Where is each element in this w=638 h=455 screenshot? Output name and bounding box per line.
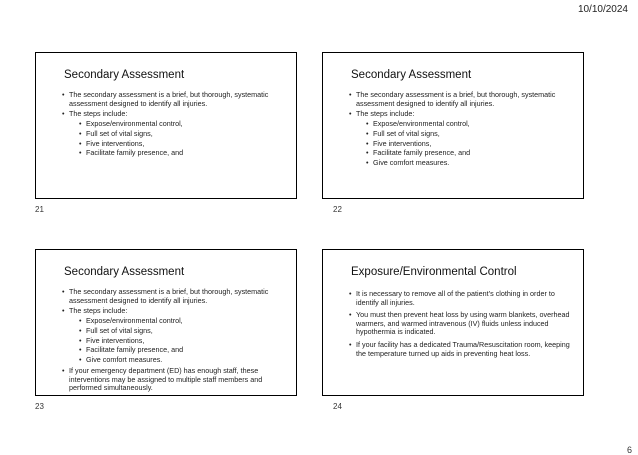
sub-bullet: • Give comfort measures.: [356, 159, 571, 168]
sub-bullet: • Five interventions,: [356, 140, 571, 149]
sub-bullet: • Full set of vital signs,: [69, 327, 284, 336]
slide-title: Secondary Assessment: [64, 69, 185, 81]
slide-23: [35, 249, 297, 396]
sub-bullet: • Full set of vital signs,: [69, 130, 284, 139]
bullet: • It is necessary to remove all of the patient’s clothing in order to identify all injuries.: [349, 290, 571, 307]
slide-title: Secondary Assessment: [351, 69, 472, 81]
bullet: • If your facility has a dedicated Trauma/Resuscitation room, keeping the temperature turned up aids in preventing heat loss.: [349, 341, 571, 358]
bullet-steps: [62, 110, 284, 158]
slide-body: [349, 290, 571, 362]
bullet-text: The steps include:: [356, 109, 415, 119]
sub-bullet: • Expose/environmental control,: [356, 120, 571, 129]
sub-bullet: • Expose/environmental control,: [69, 317, 284, 326]
bullet-steps: [349, 110, 571, 168]
slide-number: 23: [35, 402, 44, 411]
slide-body: [62, 288, 284, 395]
slide-22: [322, 52, 584, 199]
page-number: 6: [626, 445, 632, 455]
bullet: • You must then prevent heat loss by using warm blankets, overhead warmers, and warmed intravenous (IV) fluids unless induced hypothermia is indicated.: [349, 311, 571, 337]
slide-title: Secondary Assessment: [64, 266, 185, 278]
bullet: • The secondary assessment is a brief, but thorough, systematic assessment designed to identify all injuries.: [349, 91, 571, 108]
bullet: • The secondary assessment is a brief, but thorough, systematic assessment designed to identify all injuries.: [62, 91, 284, 108]
sub-bullet: • Five interventions,: [69, 140, 284, 149]
sub-bullet: • Facilitate family presence, and: [69, 346, 284, 355]
slide-21: [35, 52, 297, 199]
bullet-text: The steps include:: [69, 306, 128, 316]
sub-bullet: • Facilitate family presence, and: [69, 149, 284, 158]
bullet: • If your emergency department (ED) has enough staff, these interventions may be assigned to multiple staff members and performed simultaneously.: [62, 367, 284, 393]
slide-number: 24: [333, 402, 342, 411]
slide-body: [349, 91, 571, 170]
bullet: • The secondary assessment is a brief, but thorough, systematic assessment designed to identify all injuries.: [62, 288, 284, 305]
bullet-text: The steps include:: [69, 109, 128, 119]
sub-bullet: • Full set of vital signs,: [356, 130, 571, 139]
sub-bullet: • Give comfort measures.: [69, 356, 284, 365]
slide-body: [62, 91, 284, 160]
print-date: 10/10/2024: [577, 4, 628, 15]
sub-bullet: • Facilitate family presence, and: [356, 149, 571, 158]
slide-number: 21: [35, 205, 44, 214]
sub-bullet: • Five interventions,: [69, 337, 284, 346]
slide-title: Exposure/Environmental Control: [351, 266, 517, 278]
slide-number: 22: [333, 205, 342, 214]
slide-24: [322, 249, 584, 396]
bullet-steps: [62, 307, 284, 365]
sub-bullet: • Expose/environmental control,: [69, 120, 284, 129]
